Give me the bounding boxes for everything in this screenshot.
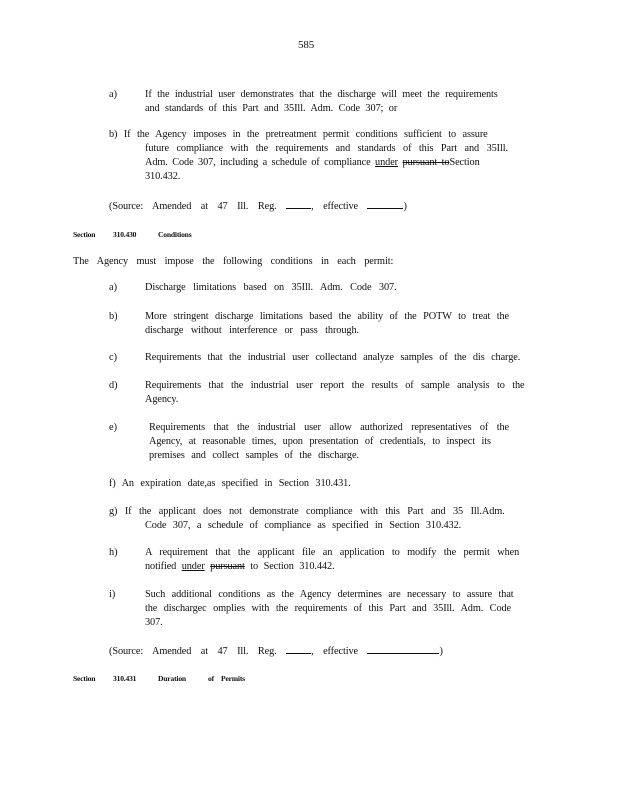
next-section-of: of [208,674,214,683]
condition-f-text: f) An expiration date,as specified in Section 310.431. [109,478,351,489]
source-note-1-mid: , effective [311,201,358,212]
condition-d-line2: Agency. [145,394,179,405]
item-b-line2: future compliance with the requirements and standards of this Part and 35Ill. [145,143,508,154]
condition-b-label: b) [109,311,118,322]
condition-d-label: d) [109,380,118,391]
section-intro: The Agency must impose the following conditions in each permit: [73,256,394,267]
condition-e-line3: premises and collect samples of the discharge. [149,450,359,461]
section-title: Conditions [158,230,192,239]
source-note-1 [109,199,407,214]
page-number: 585 [298,39,315,51]
source-note-1-end: ) [403,201,407,212]
condition-h-line2-pre: notified [145,561,182,572]
item-b-line4: 310.432. [145,171,181,182]
condition-i-line1: Such additional conditions as the Agency determines are necessary to assure that [145,589,514,600]
item-b-line3-pre: Adm. Code 307, including a schedule of compliance [145,157,376,168]
condition-e-line1: Requirements that the industrial user allow authorized representatives of the [149,422,509,433]
source-note-1-text: (Source: Amended at 47 Ill. Reg. [109,201,277,212]
condition-h-line2-post: to Section 310.442. [244,561,335,572]
condition-b-line1: More stringent discharge limitations based the ability of the POTW to treat the [145,311,509,322]
condition-g-line1: g) If the applicant does not demonstrate compliance with this Part and 35 Ill.Adm. [109,506,505,517]
source-note-2 [109,644,443,659]
condition-h-label: h) [109,547,118,558]
inserted-under: under [375,157,398,168]
condition-g-line2: Code 307, a schedule of compliance as specified in Section 310.432. [145,520,462,531]
condition-i-line2: the dischargec omplies with the requirements of this Part and 35Ill. Adm. Code [145,603,512,614]
section-number: 310.430 [113,230,137,239]
condition-c-label: c) [109,352,117,363]
deleted-pursuant-to: pursuant to [402,157,450,168]
inserted-under-2: under [181,561,205,572]
next-section-title: Duration [158,674,186,683]
condition-i-label: i) [109,589,116,600]
reg-blank-2 [286,644,311,654]
item-a-label: a) [109,89,117,100]
condition-e-label: e) [109,422,117,433]
condition-e-line2: Agency, at reasonable times, upon presentation of credentials, to inspect its [149,436,491,447]
next-section-number: 310.431 [113,674,137,683]
item-b-line3 [145,156,480,170]
condition-b-line2: discharge without interference or pass through. [145,325,359,336]
effective-blank [367,199,403,209]
condition-h-line2 [145,560,334,574]
section-label: Section [73,230,96,239]
source-note-2-mid: , effective [311,646,358,657]
reg-blank [286,199,311,209]
source-note-2-end: ) [439,646,443,657]
item-a-line2: and standards of this Part and 35Ill. Adm. Code 307; or [145,103,398,114]
item-a-line1: If the industrial user demonstrates that the discharge will meet the requirements [145,89,498,100]
condition-a-label: a) [109,282,117,293]
condition-d-line1: Requirements that the industrial user report the results of sample analysis to the [145,380,525,391]
next-section-permits: Permits [221,674,245,683]
item-b-line1: b) If the Agency imposes in the pretreatment permit conditions sufficient to assure [109,129,488,140]
item-b-line3-post: Section [449,157,480,168]
next-section-label: Section [73,674,96,683]
deleted-pursuant-2: pursuant [210,561,245,572]
condition-c-text: Requirements that the industrial user collectand analyze samples of the dis charge. [145,352,521,363]
source-note-2-text: (Source: Amended at 47 Ill. Reg. [109,646,277,657]
condition-i-line3: 307. [145,617,163,628]
effective-blank-2 [367,644,439,654]
condition-a-text: Discharge limitations based on 35Ill. Adm. Code 307. [145,282,397,293]
condition-h-line1: A requirement that the applicant file an application to modify the permit when [145,547,520,558]
